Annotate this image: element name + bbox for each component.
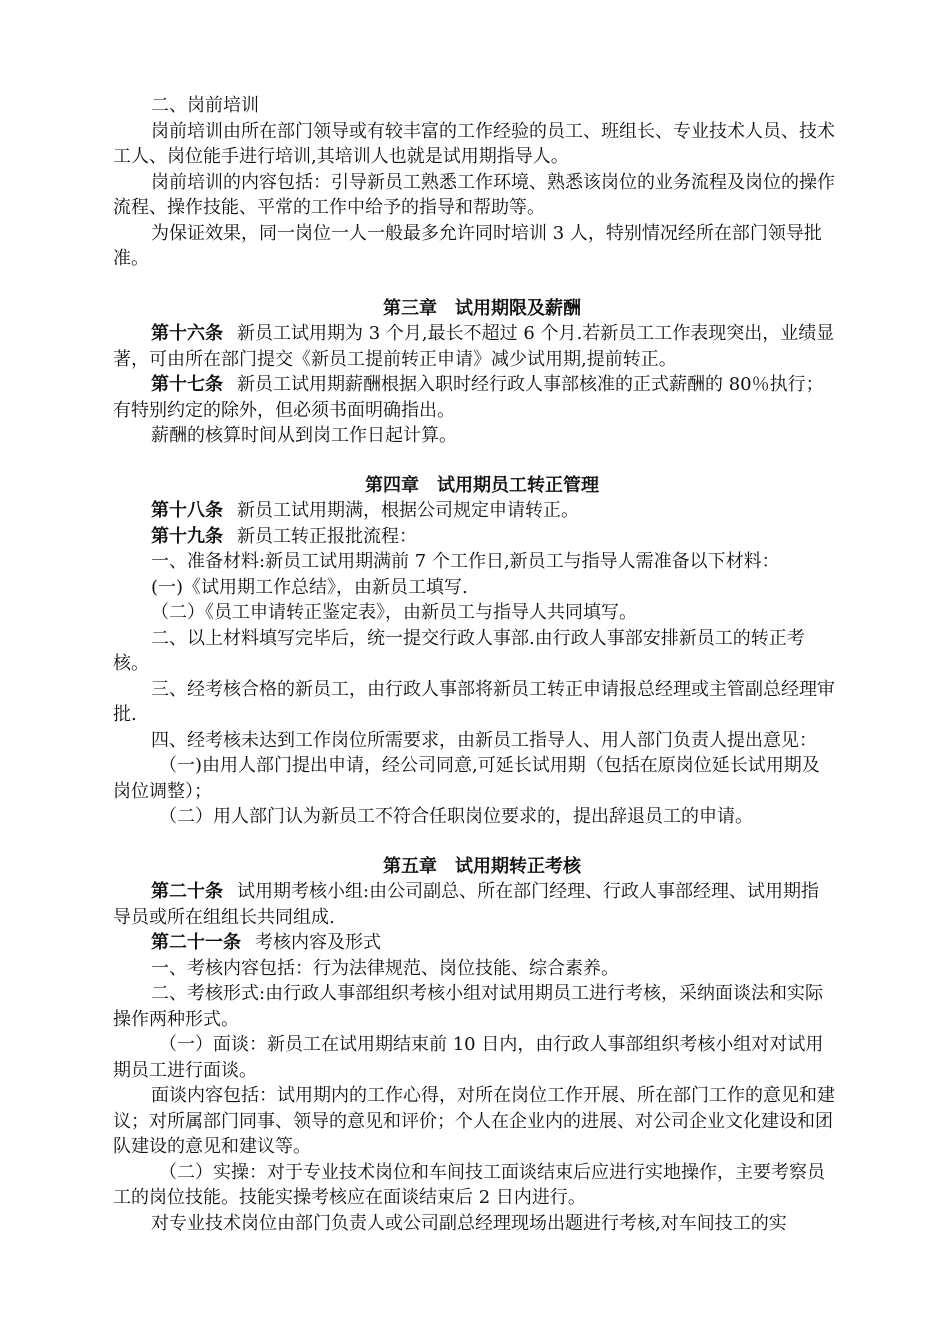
article-label: 第二十条 bbox=[151, 881, 223, 902]
article-21 bbox=[113, 930, 837, 956]
article-19 bbox=[113, 524, 837, 550]
article-17 bbox=[113, 372, 837, 423]
article-text: 新员工转正报批流程： bbox=[237, 525, 417, 547]
list-item: （二）用人部门认为新员工不符合任职岗位要求的，提出辞退员工的申请。 bbox=[159, 806, 753, 827]
paragraph: （一）面谈：新员工在试用期结束前 10 日内，由行政人事部组织考核小组对对试用期员工进行面谈。 bbox=[113, 1034, 824, 1081]
paragraph: 二、考核形式:由行政人事部组织考核小组对试用期员工进行考核，采纳面谈法和实际操作两种形式。 bbox=[113, 983, 824, 1030]
list-step: 三、经考核合格的新员工，由行政人事部将新员工转正申请报总经理或主管副总经理审批. bbox=[113, 678, 835, 725]
paragraph: （二）实操：对于专业技术岗位和车间技工面谈结束后应进行实地操作，主要考察员工的岗位技能。技能实操考核应在面谈结束后 2 日内进行。 bbox=[113, 1161, 825, 1208]
paragraph: 岗前培训的内容包括：引导新员工熟悉工作环境、熟悉该岗位的业务流程及岗位的操作流程、操作技能、平常的工作中给予的指导和帮助等。 bbox=[113, 171, 835, 218]
list-step: 二、以上材料填写完毕后，统一提交行政人事部.由行政人事部安排新员工的转正考核。 bbox=[113, 627, 805, 674]
article-text: 考核内容及形式 bbox=[255, 932, 381, 953]
list-item: （二）《员工申请转正鉴定表》，由新员工与指导人共同填写。 bbox=[151, 602, 637, 623]
section-heading-training: 二、岗前培训 bbox=[151, 95, 259, 116]
document-body bbox=[113, 93, 837, 1236]
chapter-title-4: 第四章 试用期员工转正管理 bbox=[365, 474, 599, 496]
article-label: 第十九条 bbox=[151, 525, 223, 547]
paragraph: 一、考核内容包括：行为法律规范、岗位技能、综合素养。 bbox=[151, 957, 619, 979]
paragraph: 对专业技术岗位由部门负责人或公司副总经理现场出题进行考核,对车间技工的实 bbox=[151, 1212, 787, 1234]
article-text: 试用期考核小组:由公司副总、所在部门经理、行政人事部经理、试用期指导员或所在组组长共同组成. bbox=[113, 881, 820, 928]
list-item: （一)由用人部门提出申请，经公司同意,可延长试用期（包括在原岗位延长试用期及岗位调整）； bbox=[113, 755, 820, 802]
paragraph: 面谈内容包括：试用期内的工作心得，对所在岗位工作开展、所在部门工作的意见和建议；对所属部门同事、领导的意见和评价；个人在企业内的进展、对公司企业文化建设和团队建设的意见和建议等。 bbox=[113, 1085, 835, 1157]
article-16 bbox=[113, 321, 837, 372]
article-text: 新员工试用期为 3 个月,最长不超过 6 个月.若新员工工作表现突出，业绩显著，可由所在部门提交《新员工提前转正申请》减少试用期,提前转正。 bbox=[113, 323, 835, 370]
list-step: 四、经考核未达到工作岗位所需要求，由新员工指导人、用人部门负责人提出意见： bbox=[151, 729, 817, 751]
chapter-title-5: 第五章 试用期转正考核 bbox=[383, 855, 581, 877]
article-18 bbox=[113, 498, 837, 524]
article-20 bbox=[113, 879, 837, 930]
list-item: (一)《试用期工作总结》，由新员工填写. bbox=[151, 576, 468, 598]
article-label: 第二十一条 bbox=[151, 932, 241, 953]
article-text: 新员工试用期薪酬根据入职时经行政人事部核准的正式薪酬的 80％执行；有特别约定的除外，但必须书面明确指出。 bbox=[113, 374, 824, 421]
paragraph: 薪酬的核算时间从到岗工作日起计算。 bbox=[151, 425, 457, 446]
article-label: 第十六条 bbox=[151, 323, 223, 344]
list-step: 一、准备材料:新员工试用期满前 7 个工作日,新员工与指导人需准备以下材料： bbox=[151, 551, 780, 572]
chapter-title-3: 第三章 试用期限及薪酬 bbox=[383, 297, 581, 319]
paragraph: 为保证效果，同一岗位一人一般最多允许同时培训 3 人，特别情况经所在部门领导批准。 bbox=[113, 222, 822, 269]
article-label: 第十七条 bbox=[151, 374, 223, 395]
article-text: 新员工试用期满，根据公司规定申请转正。 bbox=[237, 500, 579, 521]
article-label: 第十八条 bbox=[151, 500, 223, 521]
paragraph: 岗前培训由所在部门领导或有较丰富的工作经验的员工、班组长、专业技术人员、技术工人、岗位能手进行培训,其培训人也就是试用期指导人。 bbox=[113, 120, 835, 167]
